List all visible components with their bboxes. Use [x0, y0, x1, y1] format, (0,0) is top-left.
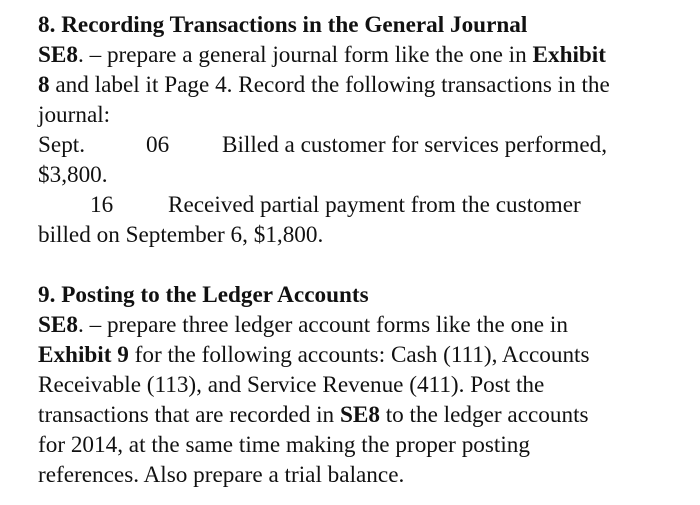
- section-9-line-4-text-2: to the ledger accounts: [379, 402, 589, 428]
- section-8-line-1: [38, 40, 678, 70]
- section-9-line-5: for 2014, at the same time making the proper posting: [38, 432, 530, 458]
- transaction-1-line-2: $3,800.: [38, 162, 108, 188]
- section-9-heading: 9. Posting to the Ledger Accounts: [38, 282, 369, 308]
- section-9-line-4: [38, 400, 678, 430]
- section-8-line-2-text: and label it Page 4. Record the following transactions in the: [49, 72, 610, 98]
- transaction-2-description: Received partial payment from the customer: [168, 192, 581, 218]
- section-9-line-2: [38, 340, 678, 370]
- exhibit-label: Exhibit: [532, 42, 606, 68]
- transaction-1-description: Billed a customer for services performed,: [222, 132, 608, 158]
- exhibit-number: 8: [38, 72, 50, 98]
- section-8-line-1-text: . – prepare a general journal form like the one in: [77, 42, 533, 68]
- transaction-2-line-2: billed on September 6, $1,800.: [38, 222, 324, 248]
- section-8-line-3: journal:: [38, 102, 111, 128]
- se8-label-3: SE8: [339, 402, 380, 428]
- transaction-1-month: Sept.: [38, 132, 86, 158]
- section-9-line-2-text: for the following accounts: Cash (111), Accounts: [128, 342, 590, 368]
- exhibit-9-label: Exhibit 9: [38, 342, 129, 368]
- transaction-2-day: 16: [90, 192, 114, 218]
- transaction-1-line-1: [38, 130, 678, 160]
- section-9-line-3: Receivable (113), and Service Revenue (411). Post the: [38, 372, 545, 398]
- section-9-line-4-text: transactions that are recorded in: [38, 402, 340, 428]
- document-body: [38, 10, 678, 490]
- se8-label-2: SE8: [38, 312, 78, 338]
- section-8-line-2: [38, 70, 678, 100]
- section-9-line-1-text: . – prepare three ledger account forms like the one in: [77, 312, 568, 338]
- se8-label: SE8: [38, 42, 78, 68]
- section-9-line-1: [38, 310, 678, 340]
- section-8-heading: 8. Recording Transactions in the General Journal: [38, 12, 528, 38]
- section-9-line-6: references. Also prepare a trial balance.: [38, 462, 405, 488]
- transaction-2-line-1: [38, 190, 678, 220]
- transaction-1-day: 06: [146, 132, 170, 158]
